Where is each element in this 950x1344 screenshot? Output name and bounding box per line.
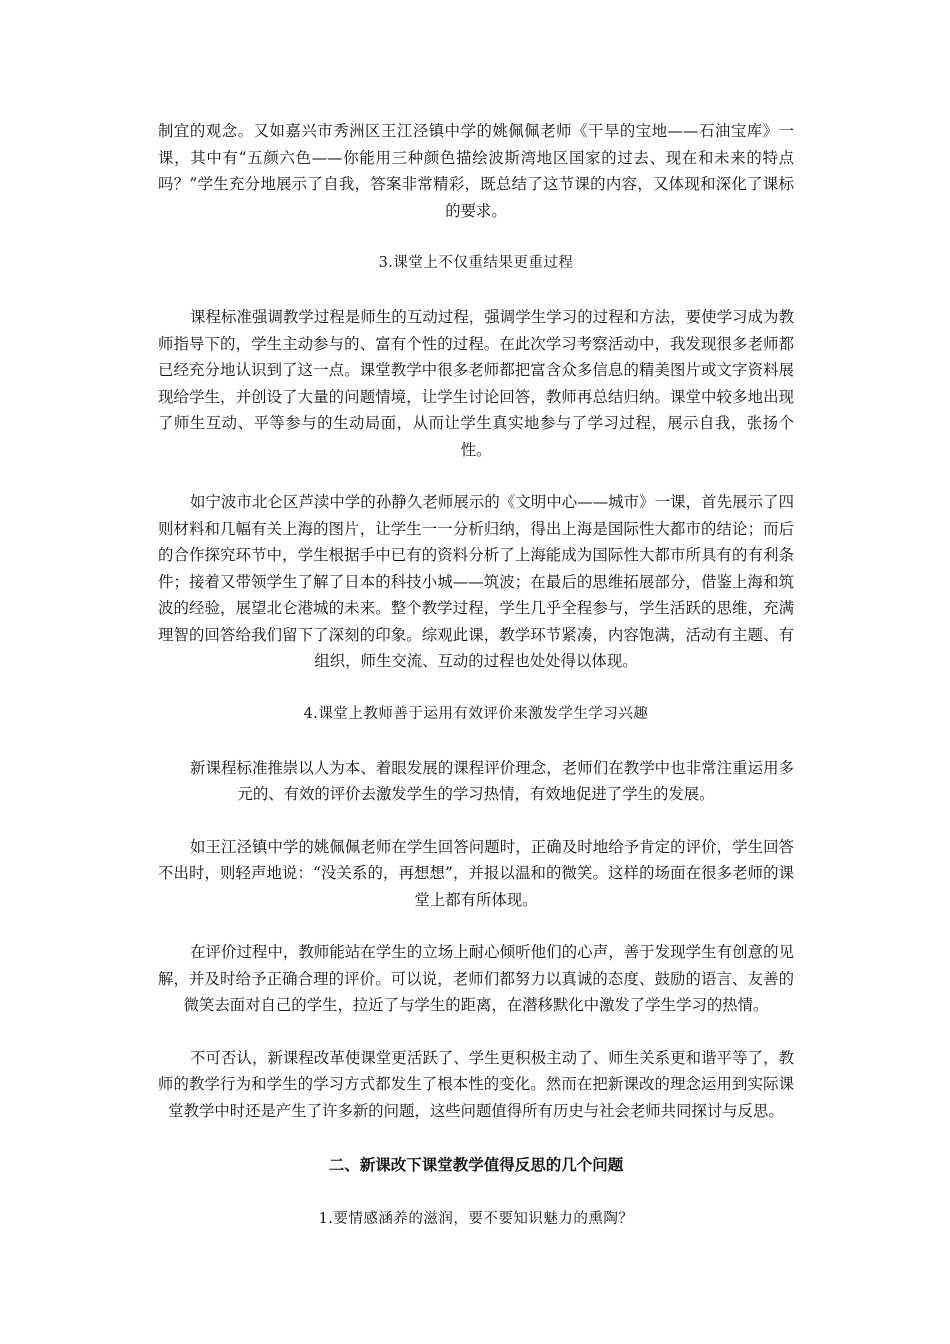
paragraph-eval-1: 新课程标准推崇以人为本、着眼发展的课程评价理念，老师们在教学中也非常注重运用多元的、有效的评价去激发学生的学习热情，有效地促进了学生的发展。 bbox=[190, 758, 794, 803]
paragraph-process-1: 课程标准强调教学过程是师生的互动过程，强调学生学习的过程和方法，要使学习成为教师指导下的，学生主动参与的、富有个性的过程。在此次学习考察活动中，我发现很多老师都已经充分地认识到了这一点。课堂教学中很多老师都把富含众多信息的精美图片或文字资料展现给学生，并创设了大量的问题情境，让学生讨论回答，教师再总结归纳。课堂中较多地出现了师生互动、平等参与的生动局面，从而让学生真实地参与了学习过程，展示自我，张扬个性。 bbox=[158, 308, 794, 459]
heading-3: 3.课堂上不仅重结果更重过程 bbox=[378, 255, 574, 271]
paragraph-eval-2: 如王江泾镇中学的姚佩佩老师在学生回答问题时，正确及时地给予肯定的评价，学生回答不出时，则轻声地说：“没关系的，再想想”，并报以温和的微笑。这样的场面在很多老师的课堂上都有所体现。 bbox=[158, 837, 794, 909]
section-2-title: 二、新课改下课堂教学值得反思的几个问题 bbox=[328, 1156, 624, 1174]
paragraph-intro: 制宜的观念。又如嘉兴市秀洲区王江泾镇中学的姚佩佩老师《干旱的宝地——石油宝库》一课，其中有“五颜六色——你能用三种颜色描绘波斯湾地区国家的过去、现在和未来的特点吗？”学生充分地展示了自我，答案非常精彩，既总结了这节课的内容，又体现和深化了课标的要求。 bbox=[158, 122, 794, 220]
document-body bbox=[158, 118, 794, 1232]
heading-4: 4.课堂上教师善于运用有效评价来激发学生学习兴趣 bbox=[303, 705, 649, 722]
section-2-heading-1: 1.要情感涵养的滋润，要不要知识魅力的熏陶？ bbox=[318, 1211, 634, 1227]
paragraph-eval-3: 在评价过程中，教师能站在学生的立场上耐心倾听他们的心声，善于发现学生有创意的见解，并及时给予正确合理的评价。可以说，老师们都努力以真诚的态度、鼓励的语言、友善的微笑去面对自己的学生，拉近了与学生的距离，在潜移默化中激发了学生学习的热情。 bbox=[158, 943, 794, 1014]
paragraph-summary: 不可否认，新课程改革使课堂更活跃了、学生更积极主动了、师生关系更和谐平等了，教师的教学行为和学生的学习方式都发生了根本性的变化。然而在把新课改的理念运用到实际课堂教学中时还是产生了许多新的问题，这些问题值得所有历史与社会老师共同探讨与反思。 bbox=[158, 1048, 794, 1120]
paragraph-process-2: 如宁波市北仑区芦渎中学的孙静久老师展示的《文明中心——城市》一课，首先展示了四则材料和几幅有关上海的图片，让学生一一分析归纳，得出上海是国际性大都市的结论；而后的合作探究环节中，学生根据手中已有的资料分析了上海能成为国际性大都市所具有的有利条件；接着又带领学生了解了日本的科技小城——筑波；在最后的思维拓展部分，借鉴上海和筑波的经验，展望北仑港城的未来。整个教学过程，学生几乎全程参与，学生活跃的思维，充满理智的回答给我们留下了深刻的印象。综观此课，教学环节紧凑，内容饱满，活动有主题、有组织，师生交流、互动的过程也处处得以体现。 bbox=[158, 493, 794, 670]
